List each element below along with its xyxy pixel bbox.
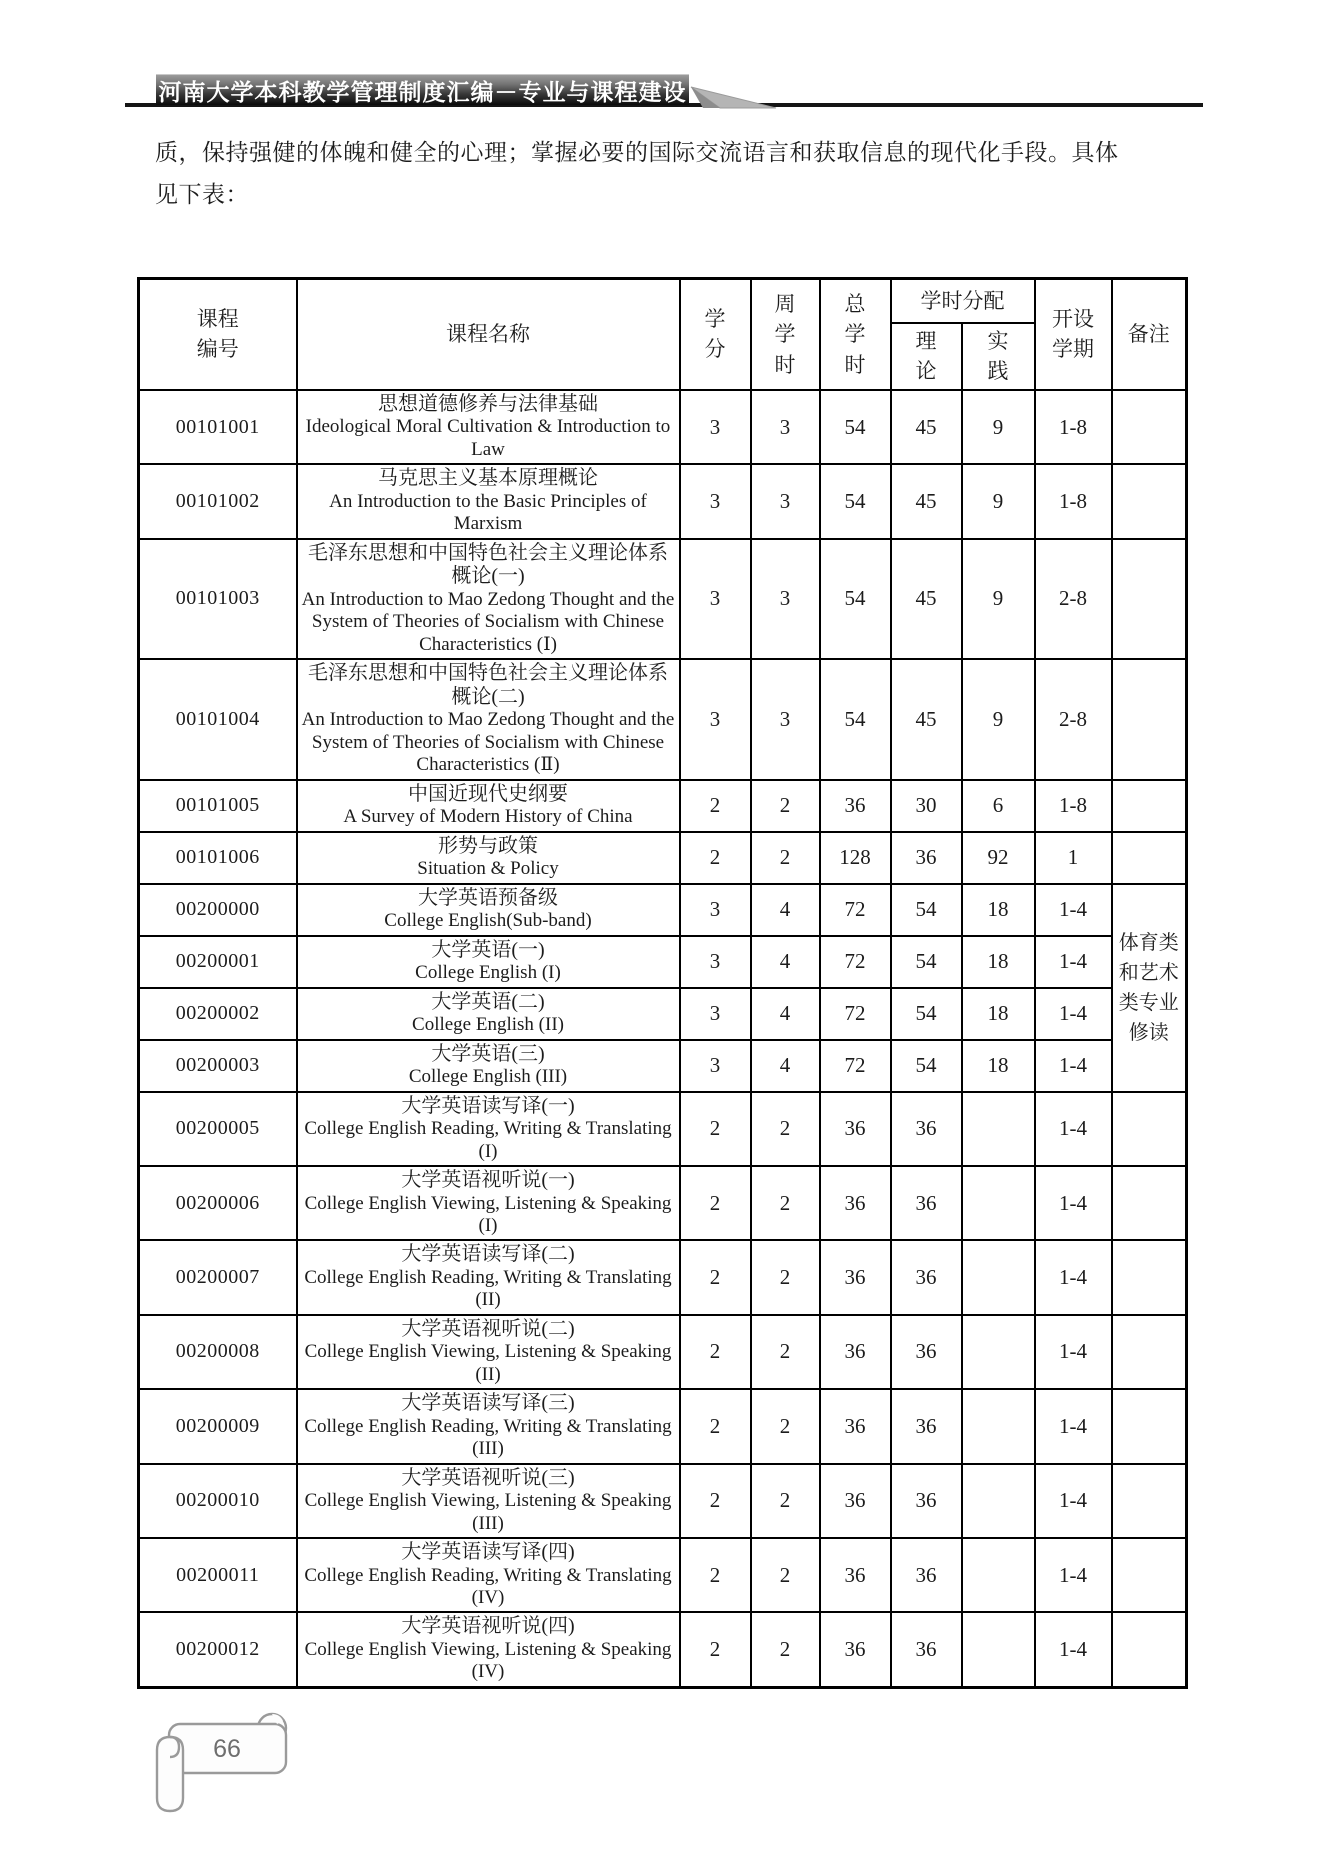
intro-line-2: 见下表： — [155, 182, 249, 207]
theory-hours-cell: 54 — [891, 988, 962, 1040]
banner-arrow-icon — [688, 82, 780, 116]
course-name-cn: 大学英语(二) — [431, 990, 545, 1013]
course-code-cell: 00101001 — [139, 390, 297, 464]
course-code-cell: 00200006 — [139, 1166, 297, 1240]
course-name-cn: 大学英语(一) — [431, 938, 545, 961]
total-hours-cell: 72 — [820, 988, 891, 1040]
col-header-credits: 学分 — [680, 279, 751, 390]
table-row — [139, 1389, 1187, 1463]
table-row — [139, 659, 1187, 779]
course-name-cn: 大学英语读写译(二) — [401, 1243, 575, 1266]
theory-hours-cell: 45 — [891, 390, 962, 464]
weekly-hours-cell: 3 — [751, 464, 820, 538]
course-name-en: College English Viewing, Listening & Speaking (IV) — [304, 1638, 672, 1683]
theory-hours-cell: 36 — [891, 1240, 962, 1314]
theory-hours-cell: 36 — [891, 1389, 962, 1463]
course-code-cell: 00200001 — [139, 936, 297, 988]
course-name-cell — [297, 936, 680, 988]
course-name-cell — [297, 1240, 680, 1314]
practice-hours-cell: 18 — [962, 1040, 1035, 1092]
course-name-cn: 大学英语预备级 — [418, 886, 558, 909]
theory-hours-cell: 54 — [891, 1040, 962, 1092]
course-name-en: College English(Sub-band) — [384, 910, 592, 932]
theory-hours-cell: 45 — [891, 659, 962, 779]
table-row — [139, 1315, 1187, 1389]
course-name-cell — [297, 390, 680, 464]
practice-hours-cell: 18 — [962, 988, 1035, 1040]
weekly-hours-cell: 2 — [751, 1092, 820, 1166]
theory-hours-cell: 45 — [891, 464, 962, 538]
header-banner-title: 河南大学本科教学管理制度汇编－专业与课程建设 — [158, 79, 687, 105]
semester-cell: 1-4 — [1035, 1612, 1112, 1687]
theory-hours-cell: 45 — [891, 539, 962, 659]
remarks-cell — [1112, 780, 1187, 832]
semester-cell: 2-8 — [1035, 659, 1112, 779]
course-name-cn: 大学英语读写译(三) — [401, 1392, 575, 1415]
course-code-cell: 00200007 — [139, 1240, 297, 1314]
remarks-cell — [1112, 390, 1187, 464]
course-name-cell — [297, 1389, 680, 1463]
semester-cell: 1-4 — [1035, 1538, 1112, 1612]
course-name-cell — [297, 832, 680, 884]
course-name-cell — [297, 780, 680, 832]
remarks-cell — [1112, 1389, 1187, 1463]
practice-hours-cell: 18 — [962, 936, 1035, 988]
course-name-cell — [297, 464, 680, 538]
practice-hours-cell: 92 — [962, 832, 1035, 884]
col-header-course-name: 课程名称 — [297, 279, 680, 390]
remarks-cell — [1112, 1612, 1187, 1687]
course-code-cell: 00101006 — [139, 832, 297, 884]
course-name-cn: 大学英语读写译(四) — [401, 1540, 575, 1563]
total-hours-cell: 54 — [820, 659, 891, 779]
remarks-cell — [1112, 832, 1187, 884]
theory-hours-cell: 36 — [891, 1538, 962, 1612]
total-hours-cell: 36 — [820, 1240, 891, 1314]
weekly-hours-cell: 2 — [751, 1464, 820, 1538]
course-name-cn: 马克思主义基本原理概论 — [378, 467, 598, 490]
course-name-cn: 毛泽东思想和中国特色社会主义理论体系概论(二) — [308, 662, 668, 708]
course-code-cell: 00200003 — [139, 1040, 297, 1092]
weekly-hours-cell: 2 — [751, 1166, 820, 1240]
course-table — [137, 277, 1188, 1689]
course-name-cn: 思想道德修养与法律基础 — [378, 392, 598, 415]
semester-cell: 1-4 — [1035, 1464, 1112, 1538]
course-code-cell: 00200000 — [139, 884, 297, 936]
course-name-en: College English (III) — [408, 1066, 568, 1088]
weekly-hours-cell: 4 — [751, 884, 820, 936]
course-code-cell: 00101004 — [139, 659, 297, 779]
semester-cell: 1-4 — [1035, 1389, 1112, 1463]
practice-hours-cell: 9 — [962, 464, 1035, 538]
total-hours-cell: 36 — [820, 1315, 891, 1389]
practice-hours-cell — [962, 1092, 1035, 1166]
credits-cell: 3 — [680, 1040, 751, 1092]
course-name-en: College English Reading, Writing & Translating (IV) — [304, 1564, 672, 1608]
practice-hours-cell: 18 — [962, 884, 1035, 936]
credits-cell: 2 — [680, 832, 751, 884]
course-name-en: An Introduction to Mao Zedong Thought and the System of Theories of Socialism with Chinese Characteristics (Ⅱ) — [301, 709, 675, 776]
total-hours-cell: 36 — [820, 1612, 891, 1687]
course-name-cell — [297, 884, 680, 936]
course-name-cn: 形势与政策 — [438, 834, 538, 857]
table-row — [139, 936, 1187, 988]
credits-cell: 2 — [680, 1240, 751, 1314]
theory-hours-cell: 36 — [891, 1464, 962, 1538]
practice-hours-cell — [962, 1538, 1035, 1612]
practice-hours-cell — [962, 1315, 1035, 1389]
course-name-cell — [297, 1538, 680, 1612]
course-name-en: College English Reading, Writing & Translating (III) — [304, 1415, 672, 1460]
course-name-cell — [297, 1092, 680, 1166]
remarks-cell — [1112, 1240, 1187, 1314]
table-row — [139, 1040, 1187, 1092]
credits-cell: 2 — [680, 780, 751, 832]
table-row — [139, 1612, 1187, 1687]
col-header-weekly-hours: 周学时 — [751, 279, 820, 390]
course-code-cell: 00200011 — [139, 1538, 297, 1612]
weekly-hours-cell: 2 — [751, 1538, 820, 1612]
col-header-practice: 实践 — [962, 323, 1035, 390]
course-name-cn: 大学英语(三) — [431, 1042, 545, 1065]
theory-hours-cell: 36 — [891, 832, 962, 884]
weekly-hours-cell: 2 — [751, 1389, 820, 1463]
credits-cell: 2 — [680, 1612, 751, 1687]
total-hours-cell: 36 — [820, 780, 891, 832]
semester-cell: 2-8 — [1035, 539, 1112, 659]
credits-cell: 2 — [680, 1538, 751, 1612]
course-name-en: Ideological Moral Cultivation & Introduction to Law — [305, 416, 671, 460]
credits-cell: 3 — [680, 988, 751, 1040]
course-name-cn: 中国近现代史纲要 — [408, 782, 568, 805]
table-row — [139, 884, 1187, 936]
semester-cell: 1-4 — [1035, 1040, 1112, 1092]
course-name-en: College English (I) — [415, 962, 561, 984]
course-name-en: College English Reading, Writing & Translating (I) — [304, 1118, 672, 1162]
course-code-cell: 00200009 — [139, 1389, 297, 1463]
remarks-cell — [1112, 1166, 1187, 1240]
course-name-cn: 毛泽东思想和中国特色社会主义理论体系概论(一) — [308, 541, 668, 588]
page-number: 66 — [213, 1735, 241, 1763]
weekly-hours-cell: 2 — [751, 1612, 820, 1687]
practice-hours-cell: 9 — [962, 390, 1035, 464]
total-hours-cell: 128 — [820, 832, 891, 884]
credits-cell: 2 — [680, 1092, 751, 1166]
course-name-en: Situation & Policy — [417, 858, 559, 880]
weekly-hours-cell: 3 — [751, 659, 820, 779]
course-code-cell: 00200002 — [139, 988, 297, 1040]
practice-hours-cell — [962, 1166, 1035, 1240]
credits-cell: 3 — [680, 936, 751, 988]
remarks-cell — [1112, 659, 1187, 779]
course-name-en: College English Reading, Writing & Translating (II) — [304, 1266, 672, 1311]
total-hours-cell: 72 — [820, 1040, 891, 1092]
total-hours-cell: 36 — [820, 1389, 891, 1463]
weekly-hours-cell: 4 — [751, 936, 820, 988]
course-name-en: A Survey of Modern History of China — [343, 806, 633, 828]
semester-cell: 1-4 — [1035, 936, 1112, 988]
weekly-hours-cell: 2 — [751, 1240, 820, 1314]
total-hours-cell: 36 — [820, 1166, 891, 1240]
credits-cell: 2 — [680, 1464, 751, 1538]
course-name-cell — [297, 1040, 680, 1092]
remarks-cell — [1112, 1092, 1187, 1166]
credits-cell: 3 — [680, 884, 751, 936]
table-row — [139, 1092, 1187, 1166]
theory-hours-cell: 30 — [891, 780, 962, 832]
table-row — [139, 1538, 1187, 1612]
page-number-scroll — [143, 1703, 301, 1825]
table-row — [139, 1464, 1187, 1538]
weekly-hours-cell: 2 — [751, 832, 820, 884]
course-name-en: An Introduction to the Basic Principles of Marxism — [329, 490, 647, 535]
course-name-cell — [297, 1166, 680, 1240]
col-header-remarks: 备注 — [1112, 279, 1187, 390]
course-code-cell: 00200010 — [139, 1464, 297, 1538]
col-header-semester: 开设学期 — [1035, 279, 1112, 390]
total-hours-cell: 36 — [820, 1464, 891, 1538]
table-row — [139, 780, 1187, 832]
table-row — [139, 539, 1187, 659]
course-name-cn: 大学英语视听说(二) — [401, 1317, 575, 1340]
semester-cell: 1-8 — [1035, 390, 1112, 464]
course-code-cell: 00101002 — [139, 464, 297, 538]
total-hours-cell: 54 — [820, 390, 891, 464]
weekly-hours-cell: 2 — [751, 1315, 820, 1389]
table-row — [139, 1240, 1187, 1314]
practice-hours-cell: 6 — [962, 780, 1035, 832]
weekly-hours-cell: 3 — [751, 390, 820, 464]
col-header-total-hours: 总学时 — [820, 279, 891, 390]
course-name-cell — [297, 1612, 680, 1687]
theory-hours-cell: 54 — [891, 936, 962, 988]
table-row — [139, 1166, 1187, 1240]
weekly-hours-cell: 4 — [751, 1040, 820, 1092]
col-header-theory: 理论 — [891, 323, 962, 390]
header-row-top — [139, 279, 1187, 324]
theory-hours-cell: 36 — [891, 1092, 962, 1166]
remarks-cell — [1112, 1538, 1187, 1612]
table-row — [139, 390, 1187, 464]
course-name-cell — [297, 988, 680, 1040]
total-hours-cell: 72 — [820, 884, 891, 936]
credits-cell: 2 — [680, 1166, 751, 1240]
course-code-cell: 00200012 — [139, 1612, 297, 1687]
theory-hours-cell: 36 — [891, 1612, 962, 1687]
header-banner — [156, 74, 689, 105]
table-row — [139, 464, 1187, 538]
col-header-course-code: 课程编号 — [139, 279, 297, 390]
semester-cell: 1-4 — [1035, 1166, 1112, 1240]
weekly-hours-cell: 4 — [751, 988, 820, 1040]
course-code-cell: 00200008 — [139, 1315, 297, 1389]
course-name-en: An Introduction to Mao Zedong Thought and the System of Theories of Socialism with Chinese Characteristics (Ⅰ) — [301, 588, 675, 655]
remarks-cell — [1112, 464, 1187, 538]
course-name-cell — [297, 659, 680, 779]
practice-hours-cell: 9 — [962, 659, 1035, 779]
weekly-hours-cell: 3 — [751, 539, 820, 659]
course-table-body — [139, 390, 1187, 1687]
semester-cell: 1 — [1035, 832, 1112, 884]
semester-cell: 1-4 — [1035, 1315, 1112, 1389]
total-hours-cell: 36 — [820, 1538, 891, 1612]
col-header-hour-allocation: 学时分配 — [891, 279, 1035, 324]
total-hours-cell: 54 — [820, 464, 891, 538]
course-name-cell — [297, 1464, 680, 1538]
course-name-cn: 大学英语读写译(一) — [401, 1094, 575, 1117]
course-code-cell: 00101003 — [139, 539, 297, 659]
course-name-en: College English Viewing, Listening & Speaking (I) — [304, 1192, 672, 1236]
semester-cell: 1-4 — [1035, 884, 1112, 936]
remarks-cell — [1112, 1315, 1187, 1389]
practice-hours-cell: 9 — [962, 539, 1035, 659]
course-name-en: College English (II) — [412, 1014, 564, 1036]
total-hours-cell: 54 — [820, 539, 891, 659]
course-name-cell — [297, 539, 680, 659]
credits-cell: 2 — [680, 1389, 751, 1463]
course-table-head — [139, 279, 1187, 390]
practice-hours-cell — [962, 1464, 1035, 1538]
theory-hours-cell: 36 — [891, 1315, 962, 1389]
semester-cell: 1-4 — [1035, 988, 1112, 1040]
credits-cell: 3 — [680, 390, 751, 464]
intro-paragraph — [155, 132, 1185, 216]
theory-hours-cell: 54 — [891, 884, 962, 936]
course-code-cell: 00101005 — [139, 780, 297, 832]
course-name-cn: 大学英语视听说(三) — [401, 1466, 575, 1489]
credits-cell: 3 — [680, 464, 751, 538]
course-name-cell — [297, 1315, 680, 1389]
semester-cell: 1-4 — [1035, 1092, 1112, 1166]
remarks-cell — [1112, 539, 1187, 659]
course-name-cn: 大学英语视听说(一) — [401, 1168, 575, 1191]
total-hours-cell: 36 — [820, 1092, 891, 1166]
semester-cell: 1-8 — [1035, 464, 1112, 538]
remarks-merged-cell: 体育类和艺术类专业修读 — [1112, 884, 1187, 1092]
practice-hours-cell — [962, 1240, 1035, 1314]
practice-hours-cell — [962, 1612, 1035, 1687]
course-name-en: College English Viewing, Listening & Speaking (II) — [304, 1341, 672, 1385]
table-row — [139, 988, 1187, 1040]
semester-cell: 1-4 — [1035, 1240, 1112, 1314]
semester-cell: 1-8 — [1035, 780, 1112, 832]
theory-hours-cell: 36 — [891, 1166, 962, 1240]
course-code-cell: 00200005 — [139, 1092, 297, 1166]
credits-cell: 2 — [680, 1315, 751, 1389]
remarks-cell — [1112, 1464, 1187, 1538]
intro-line-1: 质，保持强健的体魄和健全的心理；掌握必要的国际交流语言和获取信息的现代化手段。具体 — [155, 140, 1119, 165]
credits-cell: 3 — [680, 659, 751, 779]
table-row — [139, 832, 1187, 884]
course-name-en: College English Viewing, Listening & Speaking (III) — [304, 1490, 672, 1534]
credits-cell: 3 — [680, 539, 751, 659]
practice-hours-cell — [962, 1389, 1035, 1463]
course-name-cn: 大学英语视听说(四) — [401, 1615, 575, 1638]
weekly-hours-cell: 2 — [751, 780, 820, 832]
total-hours-cell: 72 — [820, 936, 891, 988]
